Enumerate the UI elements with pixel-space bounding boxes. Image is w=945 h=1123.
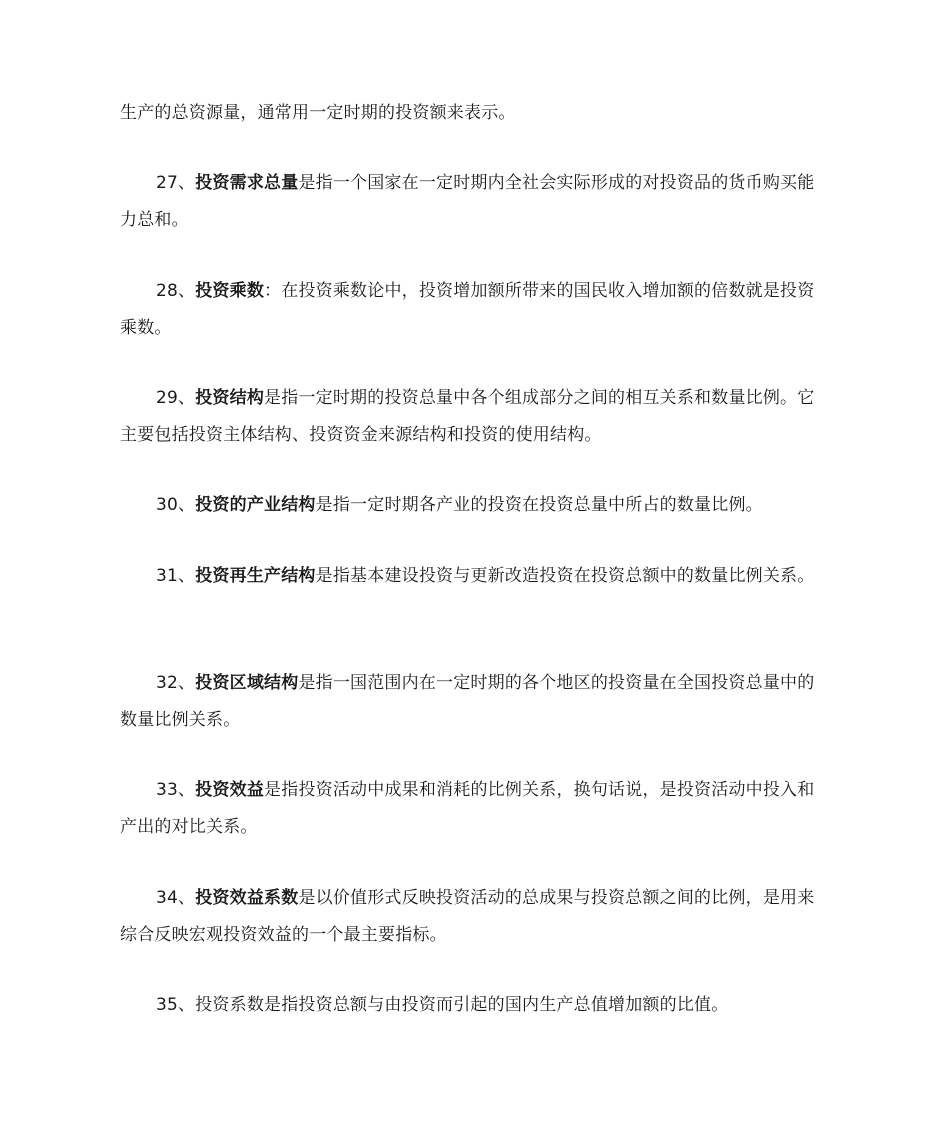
- paragraph-text: 是指一定时期各产业的投资在投资总量中所占的数量比例。: [315, 495, 763, 515]
- paragraph-number: 31、: [156, 566, 196, 586]
- paragraph-text: 是指投资活动中成果和消耗的比例关系，换句话说，是投资活动中投入和产出的对比关系。: [120, 780, 815, 837]
- paragraph-34: [120, 880, 828, 954]
- term-heading: 投资的产业结构: [195, 495, 316, 515]
- paragraph-28: [120, 273, 828, 347]
- paragraph-text: 生产的总资源量，通常用一定时期的投资额来表示。: [120, 103, 516, 123]
- paragraph-number: 28、: [156, 281, 196, 301]
- paragraph-33: [120, 772, 828, 846]
- paragraph-text: 是指基本建设投资与更新改造投资在投资总额中的数量比例关系。: [315, 566, 815, 586]
- paragraph-number: 34、: [156, 888, 196, 908]
- term-heading: 投资区域结构: [195, 673, 299, 693]
- paragraph-text: 投资系数是指投资总额与由投资而引起的国内生产总值增加额的比值。: [195, 995, 729, 1015]
- paragraph-text: 是指一定时期的投资总量中各个组成部分之间的相互关系和数量比例。它主要包括投资主体结构、投资资金来源结构和投资的使用结构。: [120, 388, 815, 445]
- paragraph-number: 32、: [156, 673, 196, 693]
- paragraph-29: [120, 380, 828, 454]
- paragraph-text: ：在投资乘数论中，投资增加额所带来的国民收入增加额的倍数就是投资乘数。: [120, 281, 815, 338]
- term-heading: 投资结构: [195, 388, 265, 408]
- paragraph-31: [120, 558, 828, 595]
- paragraph-text: 是指一个国家在一定时期内全社会实际形成的对投资品的货币购买能力总和。: [120, 173, 815, 230]
- term-heading: 投资效益系数: [195, 888, 299, 908]
- paragraph-number: 27、: [156, 173, 196, 193]
- paragraph-number: 30、: [156, 495, 196, 515]
- term-heading: 投资乘数: [195, 281, 265, 301]
- paragraph-27: [120, 165, 828, 239]
- paragraph-text: 是指一国范围内在一定时期的各个地区的投资量在全国投资总量中的数量比例关系。: [120, 673, 815, 730]
- paragraph-number: 35、: [156, 995, 196, 1015]
- paragraph-32: [120, 665, 828, 739]
- paragraph-continuation: [120, 95, 828, 132]
- paragraph-text: 是以价值形式反映投资活动的总成果与投资总额之间的比例，是用来综合反映宏观投资效益的一个最主要指标。: [120, 888, 815, 945]
- paragraph-35: [120, 987, 828, 1024]
- term-heading: 投资再生产结构: [195, 566, 316, 586]
- term-heading: 投资效益: [195, 780, 265, 800]
- paragraph-number: 33、: [156, 780, 196, 800]
- term-heading: 投资需求总量: [195, 173, 299, 193]
- paragraph-30: [120, 487, 828, 524]
- paragraph-number: 29、: [156, 388, 196, 408]
